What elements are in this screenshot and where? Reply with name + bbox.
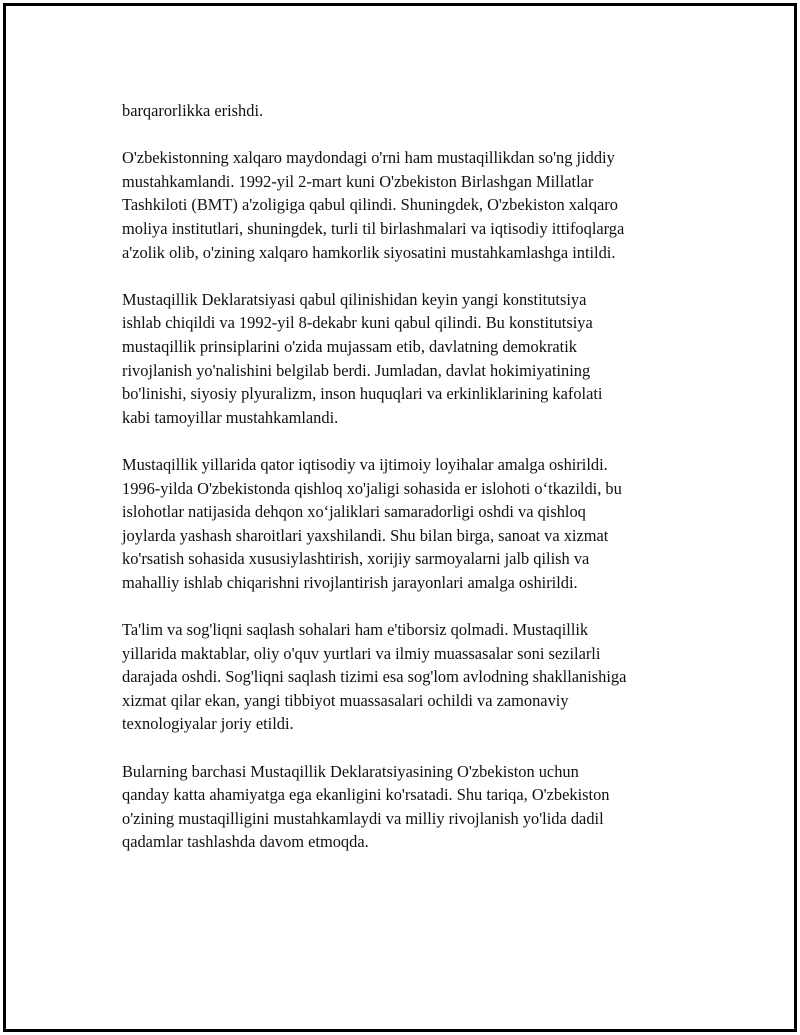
paragraph-constitution: Mustaqillik Deklaratsiyasi qabul qilinishidan keyin yangi konstitutsiya ishlab chiqildi va 1992-yil 8-dekabr kuni qabul qilindi. Bu konstitutsiya mustaqillik prinsiplarini o'zida mujassam etib, davlatning demokratik rivojlanish yo'nalishini belgilab berdi. Jumladan, davlat hokimiyatining bo'linishi, siyosiy plyuralizm, inson huquqlari va erkinliklarining kafolati kabi tamoyillar mustahkamlandi. (122, 289, 603, 427)
paragraph-international-standing: O'zbekistonning xalqaro maydondagi o'rni ham mustaqillikdan so'ng jiddiy mustahkamlandi. 1992-yil 2-mart kuni O'zbekiston Birlashgan Millatlar Tashkiloti (BMT) a'zoligiga qabul qilindi. Shuningdek, O'zbekiston xalqaro moliya institutlari, shuningdek, turli til birlashmalari va iqtisodiy ittifoqlarga a'zolik olib, o'zining xalqaro hamkorlik siyosatini mustahkamlashga intildi. (122, 148, 625, 262)
paragraph-education-health: Ta'lim va sog'liqni saqlash sohalari ham e'tiborsiz qolmadi. Mustaqillik yillarida maktablar, oliy o'quv yurtlari va ilmiy muassasalar soni sezilarli darajada oshdi. Sog'liqni saqlash tizimi esa sog'lom avlodning shakllanishiga xizmat qilar ekan, yangi tibbiyot muassasalari ochildi va zamonaviy texnologiyalar joriy etildi. (122, 620, 627, 734)
document-page (3, 3, 797, 1032)
paragraph-conclusion: Bularning barchasi Mustaqillik Deklaratsiyasining O'zbekiston uchun qanday katta ahamiyatga ega ekanligini ko'rsatadi. Shu tariqa, O'zbekiston o'zining mustaqilligini mustahkamlaydi va milliy rivojlanish yo'lida dadil qadamlar tashlashda davom etmoqda. (122, 761, 610, 852)
document-body (122, 99, 702, 878)
paragraph-economic-reforms: Mustaqillik yillarida qator iqtisodiy va ijtimoiy loyihalar amalga oshirildi. 1996-yilda O'zbekistonda qishloq xo'jaligi sohasida er islohoti o‘tkazildi, bu islohotlar natijasida dehqon xo‘jaliklari samaradorligi oshdi va qishloq joylarda yashash sharoitlari yaxshilandi. Shu bilan birga, sanoat va xizmat ko'rsatish sohasida xususiylashtirish, xorijiy sarmoyalarni jalb qilish va mahalliy ishlab chiqarishni rivojlantirish jarayonlari amalga oshirildi. (122, 454, 622, 592)
paragraph-continuation: barqarorlikka erishdi. (122, 101, 264, 120)
